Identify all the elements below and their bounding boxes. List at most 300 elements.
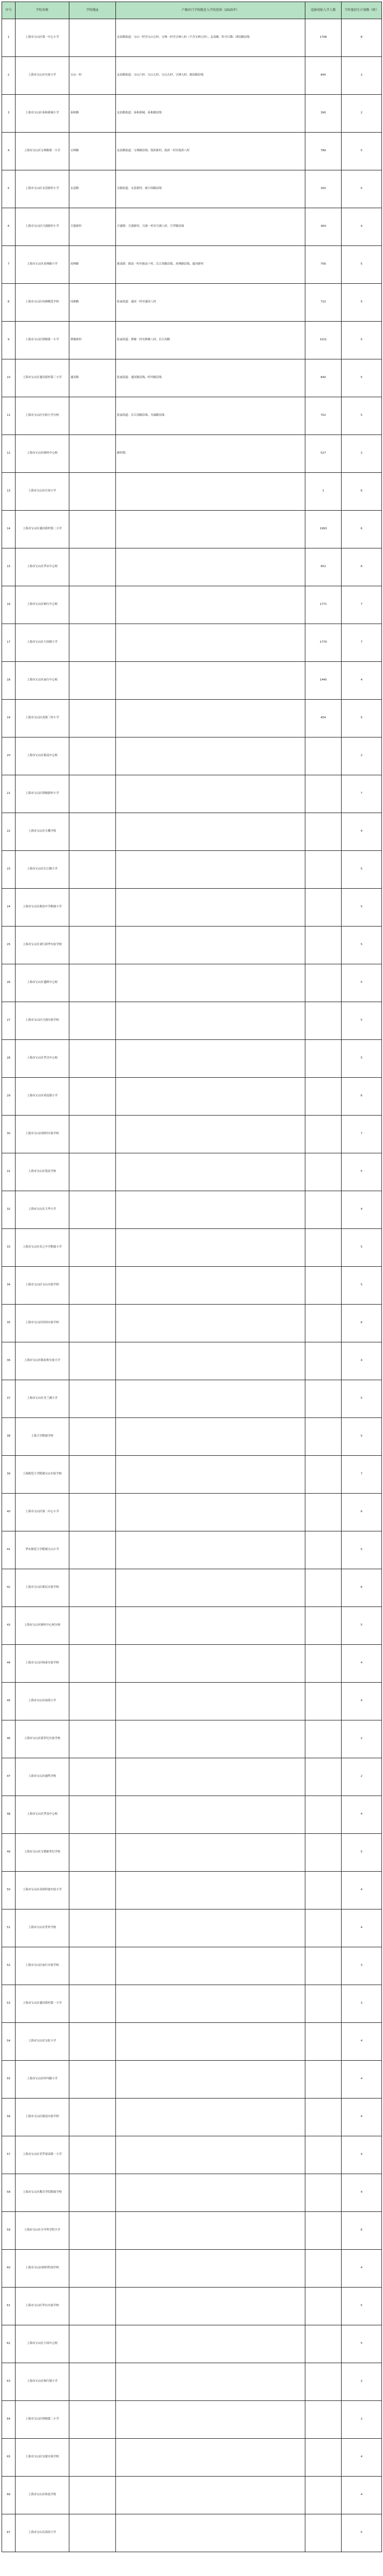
class-plan-count: 7 [342, 586, 382, 624]
class-plan-count: 4 [342, 813, 382, 851]
initial-enrollment-count: 1708 [305, 19, 342, 57]
class-plan-count: 4 [342, 2136, 382, 2174]
school-name: 上海大学附属学校 [16, 1418, 69, 1456]
enrollment-range [116, 851, 305, 889]
row-number: 26 [2, 964, 16, 1002]
column-header-school-name: 学校名称 [16, 2, 69, 19]
row-number: 47 [2, 1758, 16, 1796]
school-address: 月浦新村 [69, 208, 116, 246]
school-name: 上海市宝山区大华小学 [16, 1191, 69, 1229]
enrollment-range [116, 548, 305, 586]
enrollment-range [116, 1720, 305, 1758]
school-name: 上海市宝山区行知小学 [16, 473, 69, 511]
class-plan-count: 5 [342, 359, 382, 397]
table-row [2, 1683, 382, 1720]
row-number: 61 [2, 2288, 16, 2325]
enrollment-range [116, 1985, 305, 2023]
table-row [2, 1418, 382, 1456]
school-address [69, 2288, 116, 2325]
initial-enrollment-count [305, 2477, 342, 2514]
class-plan-count: 5 [342, 1002, 382, 1040]
enrollment-range [116, 2363, 305, 2401]
table-row [2, 133, 382, 170]
enrollment-range: 友谊路街道：泰和新城、泰和路沿线 [116, 95, 305, 133]
table-row [2, 775, 382, 813]
school-address [69, 662, 116, 700]
initial-enrollment-count [305, 1418, 342, 1456]
enrollment-range [116, 2099, 305, 2136]
table-row [2, 2136, 382, 2174]
initial-enrollment-count [305, 813, 342, 851]
enrollment-range [116, 1645, 305, 1683]
table-row [2, 435, 382, 473]
enrollment-range [116, 2325, 305, 2363]
enrollment-range: 张庙街道：通河路沿线、呼玛路沿线 [116, 359, 305, 397]
school-address [69, 2250, 116, 2288]
class-plan-count: 5 [342, 889, 382, 927]
school-name: 上海市宝山区呼玛路小学 [16, 2061, 69, 2099]
school-address: 通河路 [69, 359, 116, 397]
enrollment-range [116, 2477, 305, 2514]
school-address [69, 1569, 116, 1607]
table-row [2, 2477, 382, 2514]
school-name: 上海市宝山区吴淞实验学校 [16, 2439, 69, 2477]
school-name: 上海市宝山区大场中心校 [16, 2325, 69, 2363]
column-header-enrollment-range: 户籍对口学校就近入学的范围（2025年） [116, 2, 305, 19]
enrollment-range [116, 775, 305, 813]
table-row [2, 19, 382, 57]
row-number: 34 [2, 1267, 16, 1305]
class-plan-count: 6 [342, 1305, 382, 1342]
row-number: 66 [2, 2477, 16, 2514]
enrollment-range [116, 2023, 305, 2061]
school-name: 上海市宝山区庙行实验学校 [16, 1947, 69, 1985]
initial-enrollment-count [305, 1494, 342, 1531]
initial-enrollment-count [305, 2023, 342, 2061]
row-number: 24 [2, 889, 16, 927]
school-name: 上海市宝山区海滨小学 [16, 2514, 69, 2552]
school-address [69, 1456, 116, 1494]
school-address [69, 775, 116, 813]
initial-enrollment-count [305, 1116, 342, 1153]
school-address [69, 548, 116, 586]
school-address [69, 2023, 116, 2061]
school-address [69, 1191, 116, 1229]
table-row [2, 2363, 382, 2401]
initial-enrollment-count [305, 2136, 342, 2174]
row-number: 17 [2, 624, 16, 662]
class-plan-count: 3 [342, 1985, 382, 2023]
table-row [2, 322, 382, 359]
class-plan-count: 2 [342, 1720, 382, 1758]
class-plan-count: 4 [342, 2061, 382, 2099]
school-name: 上海市宝山区新世纪实验学校 [16, 1720, 69, 1758]
enrollment-range [116, 1531, 305, 1569]
table-row [2, 2325, 382, 2363]
enrollment-range: 张庙街道：长江西路沿线、共康路沿线 [116, 397, 305, 435]
class-plan-count: 7 [342, 1456, 382, 1494]
row-number: 41 [2, 1531, 16, 1569]
table-row [2, 927, 382, 964]
table-row [2, 1229, 382, 1267]
row-number: 44 [2, 1645, 16, 1683]
table-row [2, 2023, 382, 2061]
class-plan-count: 7 [342, 624, 382, 662]
school-name: 上海市宝山区和衷学校 [16, 2477, 69, 2514]
initial-enrollment-count [305, 1380, 342, 1418]
table-row [2, 2174, 382, 2212]
enrollment-range [116, 2212, 305, 2250]
initial-enrollment-count [305, 1758, 342, 1796]
school-address [69, 1494, 116, 1531]
school-address [69, 2325, 116, 2363]
school-name: 上海市宝山区宝钢新世纪学校 [16, 1834, 69, 1872]
school-name: 上海市宝山区罗店中心校 [16, 548, 69, 586]
initial-enrollment-count [305, 1456, 342, 1494]
class-plan-count: 5 [342, 1834, 382, 1872]
column-header-address: 学校地址 [69, 2, 116, 19]
school-name: 上海市宝山区盛桥中心校 [16, 964, 69, 1002]
initial-enrollment-count [305, 1607, 342, 1645]
row-number: 28 [2, 1040, 16, 1078]
row-number: 9 [2, 322, 16, 359]
enrollment-range [116, 700, 305, 737]
school-address [69, 1002, 116, 1040]
school-address [69, 1985, 116, 2023]
initial-enrollment-count: 840 [305, 359, 342, 397]
row-number: 18 [2, 662, 16, 700]
row-number: 30 [2, 1116, 16, 1153]
row-number: 3 [2, 95, 16, 133]
class-plan-count: 4 [342, 1342, 382, 1380]
initial-enrollment-count [305, 2061, 342, 2099]
row-number: 32 [2, 1191, 16, 1229]
school-address [69, 2514, 116, 2552]
class-plan-count: 4 [342, 662, 382, 700]
table-row [2, 1645, 382, 1683]
school-address [69, 813, 116, 851]
table-row [2, 700, 382, 737]
enrollment-range [116, 2514, 305, 2552]
school-address [69, 1229, 116, 1267]
enrollment-range [116, 737, 305, 775]
table-row [2, 2250, 382, 2288]
school-address [69, 1645, 116, 1683]
row-number: 49 [2, 1834, 16, 1872]
initial-enrollment-count: 527 [305, 435, 342, 473]
row-number: 37 [2, 1380, 16, 1418]
row-number: 29 [2, 1078, 16, 1116]
school-name: 上海市宝山区罗南中心校 [16, 1796, 69, 1834]
enrollment-range [116, 813, 305, 851]
enrollment-range [116, 1380, 305, 1418]
class-plan-count: 4 [342, 1796, 382, 1834]
enrollment-range [116, 2439, 305, 2477]
table-row [2, 1569, 382, 1607]
class-plan-count: 5 [342, 1040, 382, 1078]
initial-enrollment-count [305, 1002, 342, 1040]
class-plan-count: 5 [342, 1267, 382, 1305]
row-number: 23 [2, 851, 16, 889]
initial-enrollment-count [305, 2514, 342, 2552]
row-number: 16 [2, 586, 16, 624]
table-row [2, 662, 382, 700]
table-row [2, 359, 382, 397]
school-name: 上海市宝山区永清新村小学 [16, 170, 69, 208]
row-number: 22 [2, 813, 16, 851]
school-address [69, 1872, 116, 1909]
enrollment-range [116, 511, 305, 548]
class-plan-count: 5 [342, 1153, 382, 1191]
class-plan-count: 5 [342, 246, 382, 284]
row-number: 21 [2, 775, 16, 813]
school-address [69, 19, 116, 57]
enrollment-range [116, 1002, 305, 1040]
school-address [69, 1040, 116, 1078]
class-plan-count: 5 [342, 1418, 382, 1456]
school-name: 上海市宝山区菊泉学校 [16, 1153, 69, 1191]
enrollment-range [116, 1342, 305, 1380]
school-name: 上海师范大学附属宝山实验学校 [16, 1456, 69, 1494]
enrollment-range [116, 1078, 305, 1116]
school-name: 上海市宝山区庙行中心校 [16, 662, 69, 700]
initial-enrollment-count [305, 1267, 342, 1305]
row-number: 57 [2, 2136, 16, 2174]
school-address [69, 1947, 116, 1985]
row-number: 10 [2, 359, 16, 397]
school-name: 上海市宝山区世外学校 [16, 1909, 69, 1947]
school-address [69, 2363, 116, 2401]
school-name: 上海市宝山区宝虹小学 [16, 2023, 69, 2061]
school-address [69, 1834, 116, 1872]
class-plan-count: 4 [342, 2174, 382, 2212]
enrollment-range [116, 2288, 305, 2325]
row-number: 11 [2, 397, 16, 435]
row-number: 25 [2, 927, 16, 964]
class-plan-count: 6 [342, 473, 382, 511]
school-address [69, 1531, 116, 1569]
enrollment-range [116, 1872, 305, 1909]
class-plan-count: 6 [342, 548, 382, 586]
table-row [2, 208, 382, 246]
initial-enrollment-count [305, 1947, 342, 1985]
school-address [69, 1796, 116, 1834]
enrollment-range [116, 1418, 305, 1456]
class-plan-count: 4 [342, 2099, 382, 2136]
school-name: 上海市宝山区泗塘第二小学 [16, 2401, 69, 2439]
school-name: 上海市宝山区月浦新村小学 [16, 208, 69, 246]
school-address [69, 851, 116, 889]
school-name: 上海市宝山区大场镇小学 [16, 624, 69, 662]
table-row [2, 1191, 382, 1229]
school-address [69, 1418, 116, 1456]
initial-enrollment-count [305, 2174, 342, 2212]
initial-enrollment-count [305, 1531, 342, 1569]
initial-enrollment-count [305, 889, 342, 927]
class-plan-count: 5 [342, 964, 382, 1002]
class-plan-count: 4 [342, 1645, 382, 1683]
school-name: 上海市宝山区杨泰实验学校 [16, 1645, 69, 1683]
school-address [69, 2174, 116, 2212]
initial-enrollment-count [305, 927, 342, 964]
class-plan-count: 5 [342, 2325, 382, 2363]
enrollment-range [116, 1796, 305, 1834]
class-plan-count: 6 [342, 511, 382, 548]
table-row [2, 1985, 382, 2023]
enrollment-range: 顾村镇： [116, 435, 305, 473]
school-name: 上海市宝山区美兰湖小学 [16, 1380, 69, 1418]
row-number: 15 [2, 548, 16, 586]
class-plan-count: 5 [342, 284, 382, 322]
table-row [2, 1078, 382, 1116]
row-number: 2 [2, 57, 16, 95]
row-number: 31 [2, 1153, 16, 1191]
school-address [69, 1758, 116, 1796]
row-number: 56 [2, 2099, 16, 2136]
school-name: 上海市宝山区乐之中学附属小学 [16, 1229, 69, 1267]
enrollment-table [2, 2, 382, 2552]
enrollment-range: 友谊路街道：宝山六村、宝山七村、宝山九村、宝林九村、淞滨路沿线 [116, 57, 305, 95]
enrollment-range [116, 1267, 305, 1305]
initial-enrollment-count: 1 [305, 473, 342, 511]
initial-enrollment-count [305, 1796, 342, 1834]
initial-enrollment-count [305, 964, 342, 1002]
row-number: 14 [2, 511, 16, 548]
row-number: 55 [2, 2061, 16, 2099]
class-plan-count: 4 [342, 1872, 382, 1909]
row-number: 8 [2, 284, 16, 322]
initial-enrollment-count [305, 1078, 342, 1116]
school-address [69, 2212, 116, 2250]
table-row [2, 1607, 382, 1645]
school-address [69, 1078, 116, 1116]
school-name: 上海市宝山区鹿鸣学校 [16, 1758, 69, 1796]
row-number: 20 [2, 737, 16, 775]
table-row [2, 1758, 382, 1796]
school-name: 上海市宝山区陈伯吹实验小学 [16, 1342, 69, 1380]
school-name: 上海市宝山区罗店实验学校 [16, 2288, 69, 2325]
school-address [69, 700, 116, 737]
initial-enrollment-count: 390 [305, 95, 342, 133]
class-plan-count: 2 [342, 737, 382, 775]
enrollment-range: 友谊路街道：宝林路沿线、海滨新村、海滨一村至海滨八村 [116, 133, 305, 170]
school-address [69, 2061, 116, 2099]
initial-enrollment-count [305, 1040, 342, 1078]
initial-enrollment-count: 364 [305, 208, 342, 246]
table-row [2, 1494, 382, 1531]
school-name: 上海市宝山区虎林路小学 [16, 246, 69, 284]
enrollment-range [116, 1607, 305, 1645]
class-plan-count: 5 [342, 397, 382, 435]
school-name: 上海市宝山区长江路小学 [16, 851, 69, 889]
class-plan-count: 5 [342, 1531, 382, 1569]
school-name: 上海市宝山区通河新村第三小学 [16, 359, 69, 397]
table-row [2, 737, 382, 775]
table-row [2, 2288, 382, 2325]
class-plan-count: 5 [342, 322, 382, 359]
school-address: 虎林路 [69, 246, 116, 284]
initial-enrollment-count: 710 [305, 284, 342, 322]
initial-enrollment-count [305, 1229, 342, 1267]
enrollment-range [116, 1153, 305, 1191]
initial-enrollment-count [305, 1153, 342, 1191]
school-address: 泰和路 [69, 95, 116, 133]
class-plan-count: 5 [342, 170, 382, 208]
school-address [69, 1116, 116, 1153]
initial-enrollment-count [305, 2325, 342, 2363]
row-number: 54 [2, 2023, 16, 2061]
school-address [69, 624, 116, 662]
school-name: 上海市宝山区顾村科创学校 [16, 2250, 69, 2288]
school-address: 同洲路 [69, 284, 116, 322]
initial-enrollment-count [305, 851, 342, 889]
row-number: 4 [2, 133, 16, 170]
initial-enrollment-count [305, 775, 342, 813]
initial-enrollment-count [305, 1872, 342, 1909]
table-row [2, 1456, 382, 1494]
school-address [69, 511, 116, 548]
row-number: 36 [2, 1342, 16, 1380]
school-address: 宝山一村 [69, 57, 116, 95]
school-address: 永清路 [69, 170, 116, 208]
table-row [2, 511, 382, 548]
school-name: 上海市宝山区新民实验学校 [16, 1569, 69, 1607]
table-row [2, 473, 382, 511]
table-row [2, 246, 382, 284]
school-name: 上海市宝山区同洲模范学校 [16, 284, 69, 322]
class-plan-count: 4 [342, 208, 382, 246]
enrollment-range [116, 662, 305, 700]
table-row [2, 2514, 382, 2552]
enrollment-range: 友谊路街道：宝山一村至宝山五村、宝林一村至宝林八村（不含宝林五村）；友谊路、牡丹江路、团结路沿线 [116, 19, 305, 57]
table-row [2, 2212, 382, 2250]
table-row [2, 1872, 382, 1909]
school-address: 泗塘新村 [69, 322, 116, 359]
enrollment-range [116, 1229, 305, 1267]
class-plan-count: 4 [342, 1683, 382, 1720]
table-row [2, 95, 382, 133]
school-name: 上海市宝山区高境科创实验小学 [16, 1872, 69, 1909]
initial-enrollment-count: 454 [305, 700, 342, 737]
school-name: 上海市宝山区泰和新城小学 [16, 95, 69, 133]
school-name: 上海市宝山区绿苑小学 [16, 1683, 69, 1720]
row-number: 35 [2, 1305, 16, 1342]
row-number: 58 [2, 2174, 16, 2212]
class-plan-count: 5 [342, 2514, 382, 2552]
column-header-initial-count: 适龄初始入学人数 [305, 2, 342, 19]
initial-enrollment-count [305, 2250, 342, 2288]
school-address [69, 2477, 116, 2514]
row-number: 13 [2, 473, 16, 511]
initial-enrollment-count: 702 [305, 397, 342, 435]
class-plan-count: 5 [342, 133, 382, 170]
table-row [2, 1834, 382, 1872]
initial-enrollment-count [305, 1683, 342, 1720]
school-name: 上海市宝山区第二中心小学 [16, 1494, 69, 1531]
initial-enrollment-count: 1993 [305, 511, 342, 548]
table-row [2, 284, 382, 322]
class-plan-count: 3 [342, 1947, 382, 1985]
school-name: 上海市宝山区宝林路第一小学 [16, 133, 69, 170]
class-plan-count: 6 [342, 1078, 382, 1116]
row-number: 27 [2, 1002, 16, 1040]
table-row [2, 1342, 382, 1380]
enrollment-range [116, 2174, 305, 2212]
school-name: 华东师范大学附属宝山小学 [16, 1531, 69, 1569]
initial-enrollment-count [305, 2288, 342, 2325]
school-name: 上海市宝山区顾村实验学校 [16, 1116, 69, 1153]
school-name: 上海市宝山区淞南实验学校 [16, 2099, 69, 2136]
